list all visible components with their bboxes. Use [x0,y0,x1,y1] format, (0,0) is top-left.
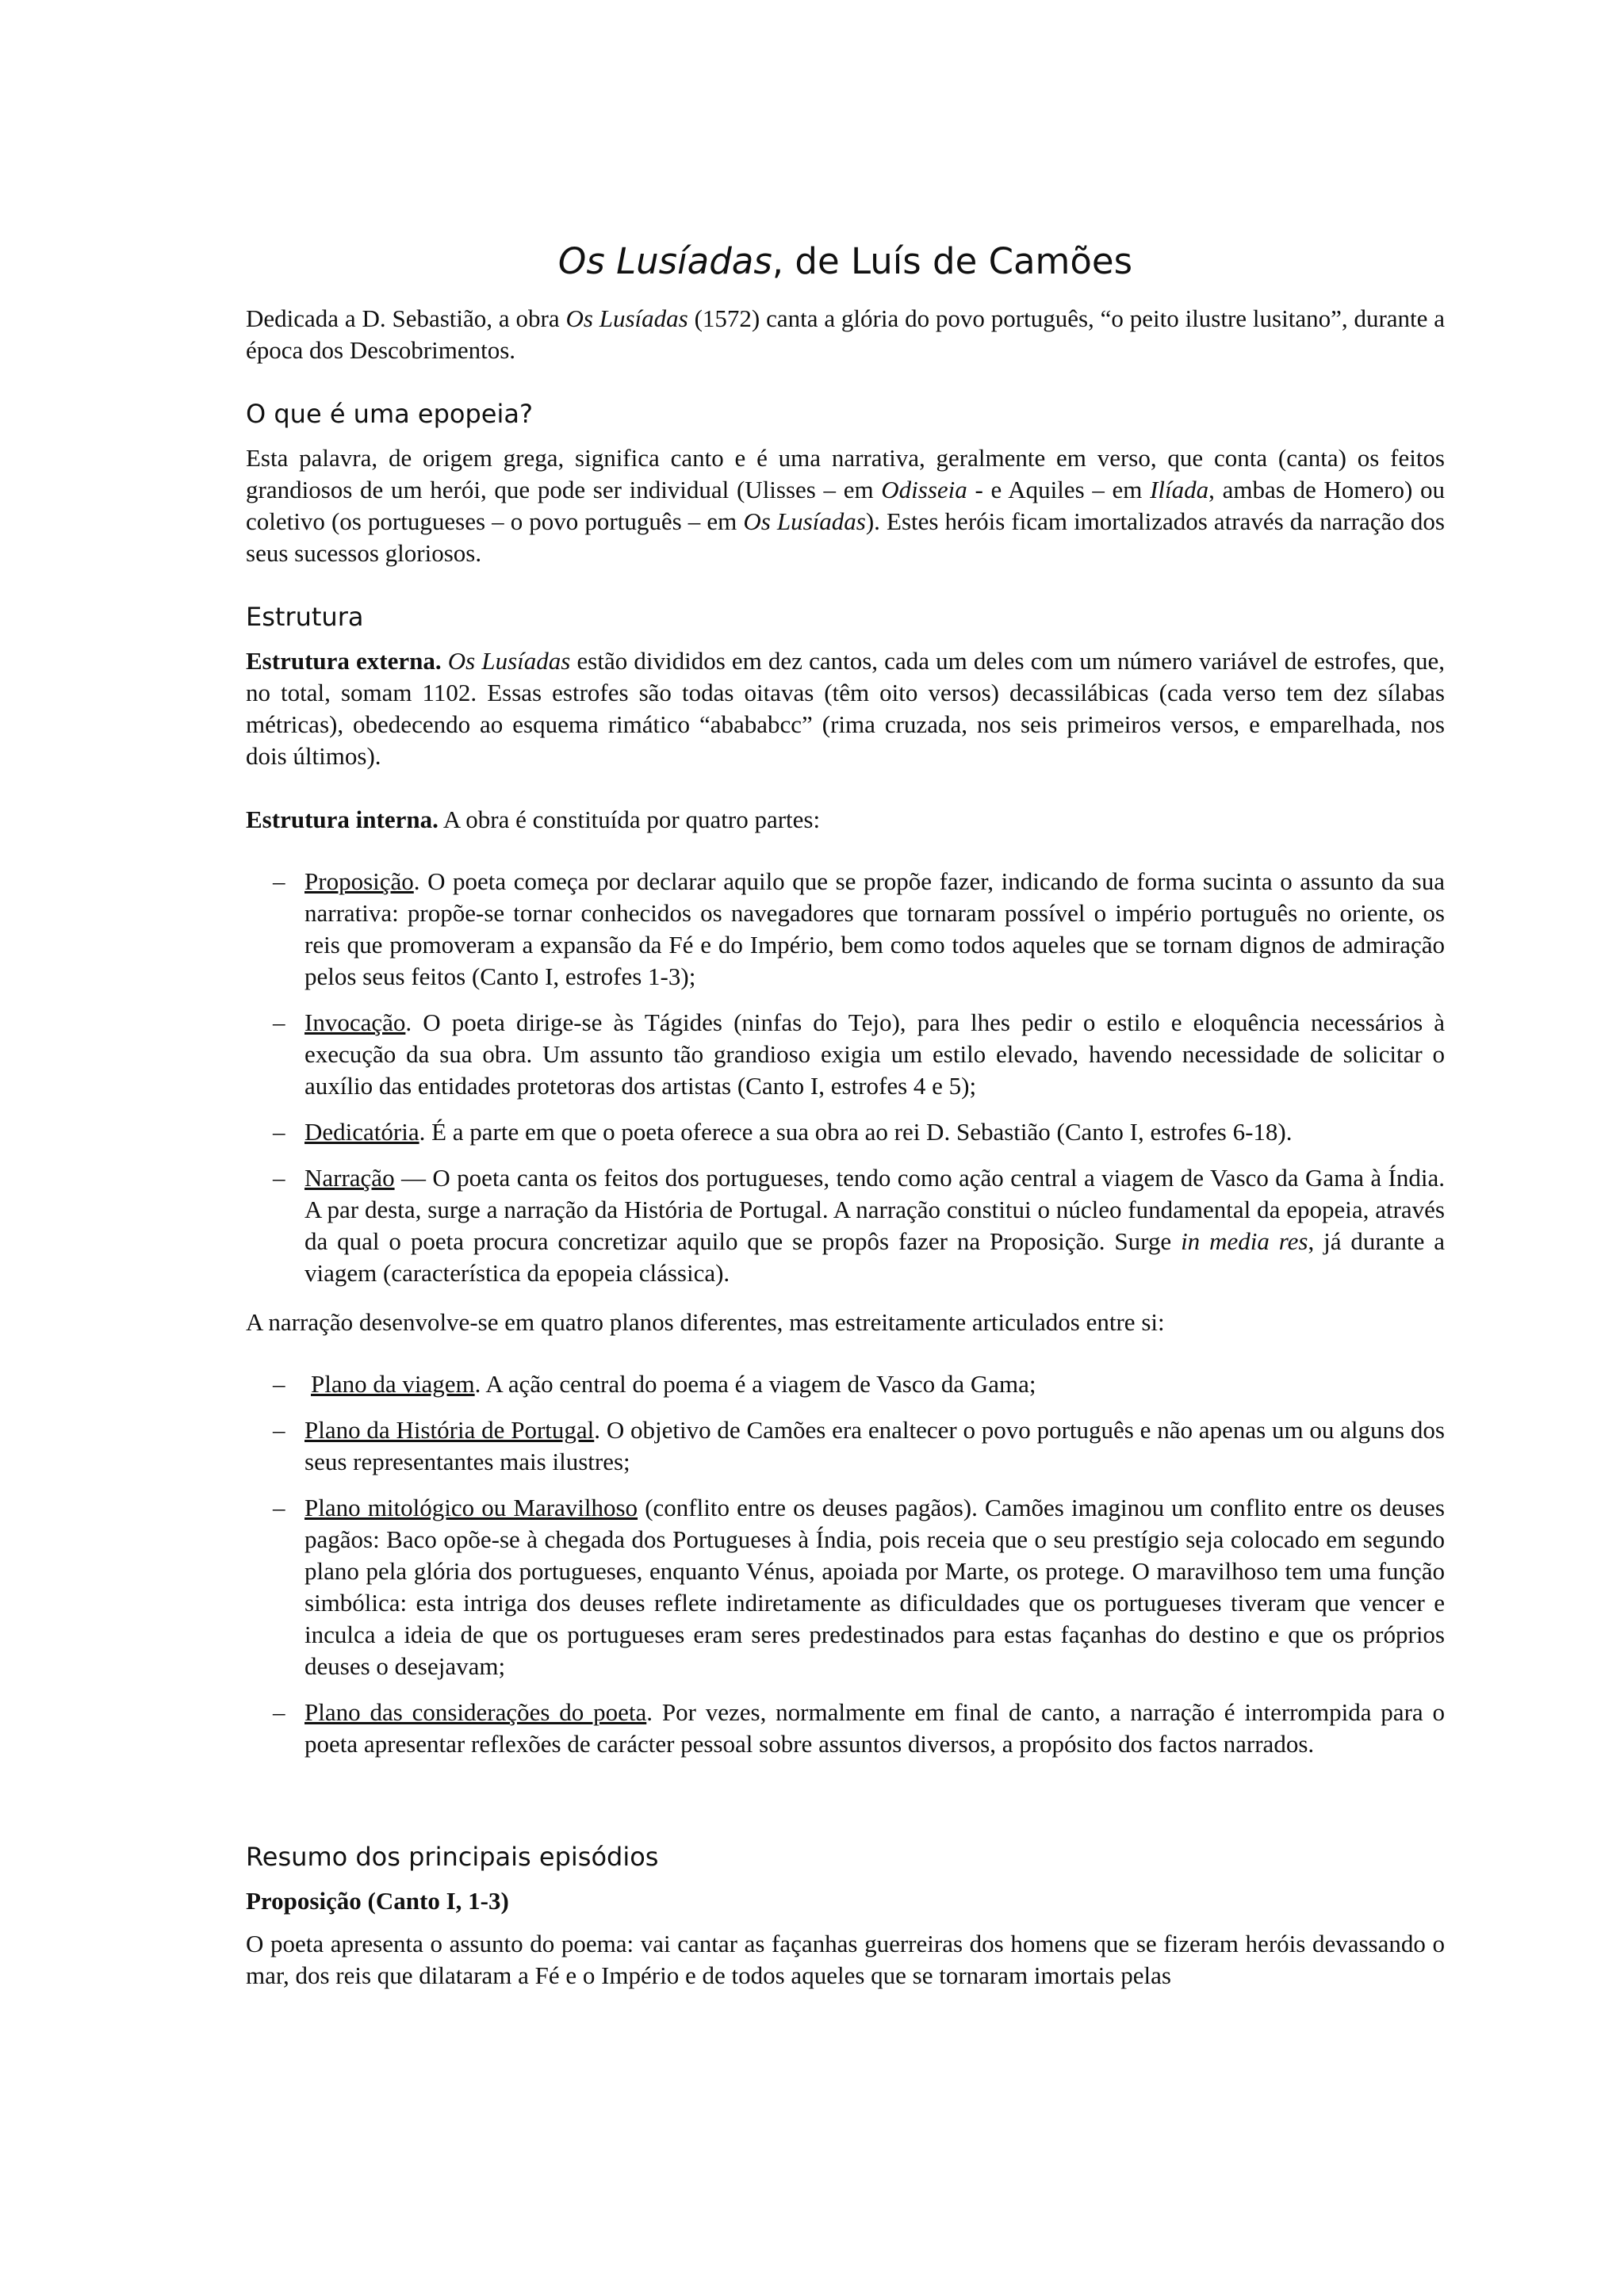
plano-text: . O objetivo de Camões era enaltecer o povo português e não apenas um ou alguns dos seus representantes mais ilustres; [304,1416,1445,1475]
title-work-name: Os Lusíadas [557,240,772,282]
part-text-2: , já durante a viagem (característica da epopeia clássica). [304,1227,1445,1287]
parts-list [246,866,1445,1289]
document-page [246,238,1445,1992]
estrutura-interna-paragraph [246,804,1445,836]
epopeia-text-1: Esta palavra, de origem grega, significa canto e é uma narrativa, geralmente em verso, que conta (canta) os feitos grandiosos de um herói, que pode ser individual (Ulisses – em [246,444,1445,503]
part-term: Narração [304,1164,395,1192]
dash-bullet: – [273,1698,285,1726]
epopeia-iliada: Ilíada [1150,476,1209,503]
estrutura-externa-space [442,647,448,675]
planos-intro: A narração desenvolve-se em quatro planos diferentes, mas estreitamente articulados entre si: [246,1308,1165,1336]
intro-text-1: Dedicada a D. Sebastião, a obra [246,304,566,332]
plano-text: (conflito entre os deuses pagãos). Camões imaginou um conflito entre os deuses pagãos: Baco opõe-se à chegada dos Portugueses à Índia, pois receia que o seu prestígio seja colocado em segundo plano pela glória dos portugueses, enquanto Vénus, apoiada por Marte, os protege. O maravilhoso tem uma função simbólica: esta intriga dos deuses reflete indiretamente as dificuldades que os portugueses tiveram que vencer e inculca a ideia de que os portugueses eram seres predestinados para estas façanhas do destino e que os próprios deuses o desejavam; [304,1494,1445,1680]
dash-bullet: – [273,1008,285,1036]
estrutura-externa-work: Os Lusíadas [447,647,571,675]
epopeia-text-2: - e Aquiles – em [967,476,1151,503]
estrutura-externa-label: Estrutura externa. [246,647,442,675]
epopeia-text-4: ). Estes heróis ficam imortalizados através da narração dos seus sucessos gloriosos. [246,507,1445,567]
planos-list [246,1368,1445,1760]
list-item-plano-mitologico [246,1492,1445,1682]
plano-term: Plano da História de Portugal [304,1416,595,1444]
part-term: Dedicatória [304,1118,419,1146]
intro-work-name: Os Lusíadas [565,304,688,332]
part-text: — O poeta canta os feitos dos portugueses, tendo como ação central a viagem de Vasco da Gama à Índia. A par desta, surge a narração da História de Portugal. A narração constitui o núcleo fundamental da epopeia, através da qual o poeta procura concretizar aquilo que se propôs fazer na Proposição. Surge [304,1164,1445,1255]
list-item-plano-viagem [246,1368,1445,1400]
plano-text: . Por vezes, normalmente em final de canto, a narração é interrompida para o poeta apresentar reflexões de carácter pessoal sobre assuntos diversos, a propósito dos factos narrados. [304,1698,1445,1758]
estrutura-externa-paragraph [246,645,1445,772]
estrutura-heading: Estrutura [246,602,364,632]
epopeia-lusiadas: Os Lusíadas [743,507,866,535]
list-item-plano-historia [246,1414,1445,1478]
epopeia-text-3: , ambas de Homero) ou coletivo (os portugueses – o povo português – em [246,476,1445,535]
list-item-dedicatoria [246,1116,1445,1148]
dash-bullet: – [273,867,285,895]
part-text: . O poeta começa por declarar aquilo que se propõe fazer, indicando de forma sucinta o assunto da sua narrativa: propõe-se tornar conhecidos os navegadores que tornaram possível o império português no oriente, os reis que promoveram a expansão da Fé e do Império, bem como todos aqueles que se tornam dignos de admiração pelos seus feitos (Canto I, estrofes 1-3); [304,867,1445,990]
epopeia-heading: O que é uma epopeia? [246,399,533,429]
resumo-subheading: Proposição (Canto I, 1-3) [246,1887,509,1915]
title-author: , de Luís de Camões [772,240,1133,282]
list-item-invocacao [246,1007,1445,1102]
part-text: . O poeta dirige-se às Tágides (ninfas do Tejo), para lhes pedir o estilo e eloquência necessários à execução da sua obra. Um assunto tão grandioso exigia um estilo elevado, havendo necessidade de solicitar o auxílio das entidades protetoras dos artistas (Canto I, estrofes 4 e 5); [304,1008,1445,1100]
list-item-narracao [246,1162,1445,1289]
dash-bullet: – [273,1118,285,1146]
epopeia-odisseia: Odisseia [881,476,967,503]
part-term: Invocação [304,1008,406,1036]
estrutura-interna-label: Estrutura interna. [246,806,439,833]
dash-bullet: – [273,1164,285,1192]
plano-text: . A ação central do poema é a viagem de Vasco da Gama; [474,1370,1036,1398]
intro-text-2: (1572) canta a glória do povo português, “o peito ilustre lusitano”, durante a época dos Descobrimentos. [246,304,1446,364]
plano-term: Plano das considerações do poeta [304,1698,647,1726]
page-title [246,238,1445,285]
part-text: . É a parte em que o poeta oferece a sua obra ao rei D. Sebastião (Canto I, estrofes 6-18). [419,1118,1293,1146]
dash-bullet: – [273,1370,285,1398]
dash-bullet: – [273,1494,285,1521]
list-item-proposicao [246,866,1445,993]
estrutura-interna-text: A obra é constituída por quatro partes: [438,806,821,833]
estrutura-externa-text: estão divididos em dez cantos, cada um deles com um número variável de estrofes, que, no total, somam 1102. Essas estrofes são todas oitavas (têm oito versos) decassilábicas (cada verso tem dez sílabas métricas), obedecendo ao esquema rimático “abababcc” (rima cruzada, nos seis primeiros versos, e emparelhada, nos dois últimos). [246,647,1446,770]
resumo-heading: Resumo dos principais episódios [246,1842,659,1872]
list-item-plano-consideracoes [246,1697,1445,1760]
intro-paragraph [246,303,1445,366]
dash-bullet: – [273,1416,285,1444]
part-italic: in media res [1181,1227,1308,1255]
epopeia-paragraph [246,442,1445,569]
plano-term: Plano da viagem [311,1370,475,1398]
part-term: Proposição [304,867,414,895]
plano-term: Plano mitológico ou Maravilhoso [304,1494,638,1521]
resumo-paragraph: O poeta apresenta o assunto do poema: vai cantar as façanhas guerreiras dos homens que se fizeram heróis devassando o mar, dos reis que dilataram a Fé e o Império e de todos aqueles que se tornaram imortais pelas [246,1930,1445,1989]
